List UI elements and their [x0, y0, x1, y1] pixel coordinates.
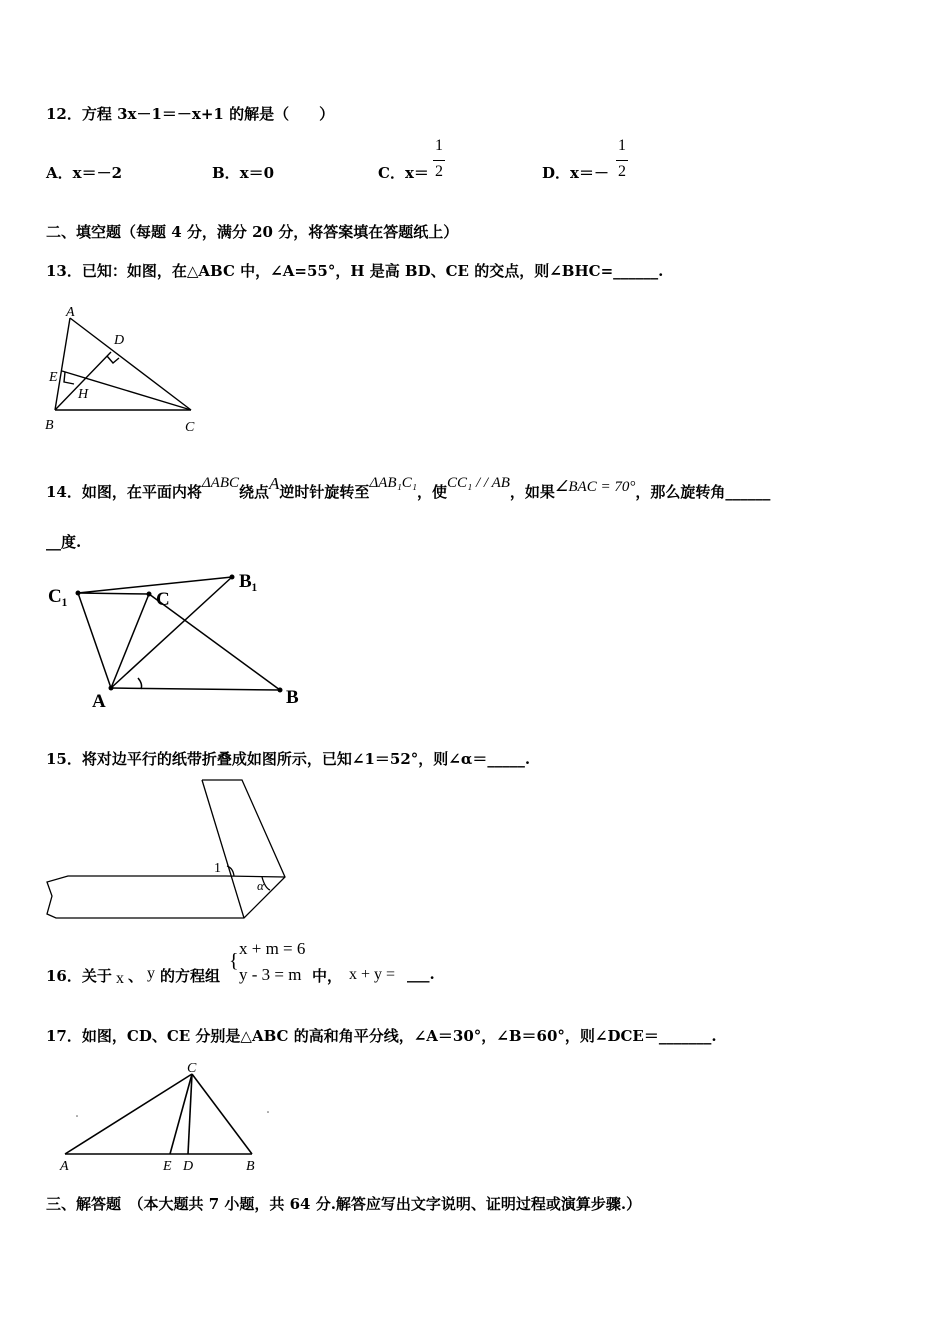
q16-blank: ___.: [407, 965, 435, 983]
q12-option-c-prefix: x＝: [404, 164, 429, 182]
q13-label-a: A: [66, 305, 75, 320]
q15-label-1: 1: [214, 861, 221, 876]
q17-label-c: C: [187, 1061, 197, 1076]
q13-label-e: E: [49, 370, 58, 385]
q17-text: 17．如图，CD、CE 分别是△ABC 的高和角平分线，∠A＝30°，∠B＝60°，则∠DCE＝_______.: [46, 1027, 717, 1045]
q14-point-a: A: [269, 474, 280, 493]
q15-text: 15．将对边平行的纸带折叠成如图所示，已知∠1＝52°，则∠α＝_____.: [46, 750, 531, 768]
q14-triangle-abc: ΔABC: [201, 475, 240, 491]
q13-label-d: D: [114, 333, 125, 348]
q14-line2: __度.: [46, 533, 82, 551]
q12-stem: 12．方程 3x－1＝－x+1 的解是（ ）: [46, 105, 335, 123]
q14-text-6: ，那么旋转角______: [635, 483, 771, 501]
q16-separator: 、: [128, 967, 144, 985]
q16-text-3: 中，: [312, 967, 343, 985]
q17-label-b: B: [246, 1159, 255, 1174]
q16-equation-2: y - 3 = m: [239, 965, 302, 984]
q12-option-a-value: x＝－2: [72, 164, 123, 182]
q14-triangle-ab1c1: ΔAB₁C₁: [369, 475, 418, 491]
q14-angle: ∠BAC = 70°: [554, 479, 636, 495]
fraction-denominator: 2: [435, 163, 443, 180]
q15-label-alpha: α: [257, 878, 264, 893]
q12-option-d-label: D．: [542, 164, 571, 182]
q13-label-b: B: [45, 418, 54, 433]
q14-label-b: B: [286, 687, 299, 708]
q14-label-c: C: [156, 589, 170, 610]
q14-text-3: 逆时针旋转至: [279, 483, 370, 501]
q14-parallel: CC₁ / / AB: [447, 475, 510, 491]
section-3-heading: 三、解答题 （本大题共 7 小题，共 64 分.解答应写出文字说明、证明过程或演算步骤.）: [46, 1195, 642, 1213]
q17-label-a: A: [60, 1159, 69, 1174]
q13-text: 13．已知：如图，在△ABC 中，∠A=55°，H 是高 BD、CE 的交点，则∠BHC=______.: [46, 262, 664, 280]
fraction-numerator: 1: [618, 137, 626, 154]
q16-text-2: 的方程组: [160, 967, 221, 985]
q13-label-h: H: [78, 387, 89, 402]
q13-label-c: C: [185, 420, 195, 435]
q12-option-c-label: C．: [378, 164, 405, 182]
q16-equation-1: x + m = 6: [239, 939, 306, 958]
q14-label-a: A: [92, 691, 106, 712]
q14-label-b1: B₁: [239, 571, 258, 592]
q16-var-y: y: [147, 965, 155, 982]
q14-text-4: ，使: [417, 483, 448, 501]
q14-label-c1: C₁: [48, 586, 68, 607]
q16-var-x: x: [116, 970, 124, 987]
section-2-heading: 二、填空题（每题 4 分，满分 20 分，将答案填在答题纸上）: [46, 223, 459, 241]
q14-text-5: ，如果: [509, 483, 555, 501]
q12-option-a-label: A．: [46, 164, 73, 182]
q14-text-2: 绕点: [239, 483, 270, 501]
fraction-denominator: 2: [618, 163, 626, 180]
q12-option-b-value: x＝0: [239, 164, 275, 182]
fraction-numerator: 1: [435, 137, 443, 154]
q12-option-d-prefix: x＝－: [570, 164, 609, 182]
q16-text-1: 16．关于: [46, 967, 112, 985]
q12-option-b-label: B．: [212, 164, 240, 182]
q14-text-1: 14．如图，在平面内将: [46, 483, 202, 501]
q16-brace: {: [229, 950, 239, 972]
q17-label-e: E: [163, 1159, 172, 1174]
q16-expression: x + y =: [349, 966, 396, 983]
q17-label-d: D: [183, 1159, 194, 1174]
